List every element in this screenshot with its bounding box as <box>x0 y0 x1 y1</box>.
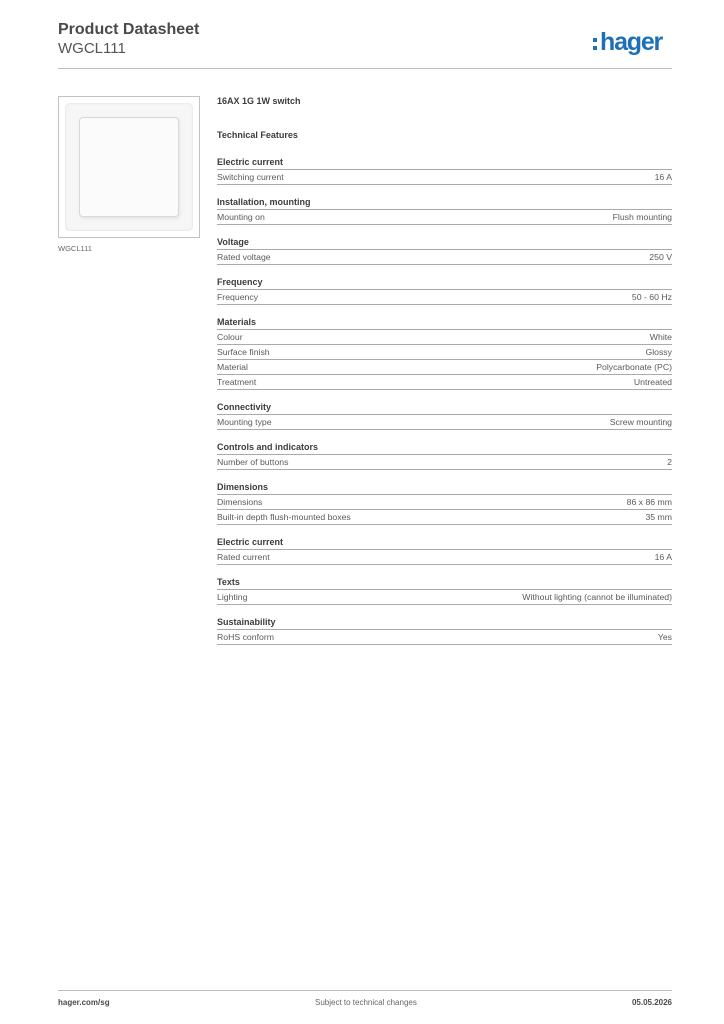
page-title: Product Datasheet <box>58 21 200 38</box>
spec-label: Number of buttons <box>217 457 289 467</box>
section-title: Frequency <box>217 275 672 290</box>
spec-row <box>217 170 672 185</box>
spec-label: Built-in depth flush-mounted boxes <box>217 512 351 522</box>
spec-section <box>217 480 672 525</box>
spec-label: Switching current <box>217 172 284 182</box>
product-image-caption: WGCL111 <box>58 244 92 253</box>
spec-label: Mounting on <box>217 212 265 222</box>
spec-sections <box>217 155 672 645</box>
spec-value: 16 A <box>654 172 672 182</box>
footer-date: 05.05.2026 <box>631 998 672 1007</box>
footer-website-link[interactable]: hager.com/sg <box>58 998 110 1007</box>
spec-section <box>217 575 672 605</box>
spec-value: Untreated <box>633 377 672 387</box>
spec-row <box>217 495 672 510</box>
spec-value: 86 x 86 mm <box>626 497 672 507</box>
spec-label: Colour <box>217 332 243 342</box>
spec-label: Surface finish <box>217 347 270 357</box>
spec-section <box>217 155 672 185</box>
spec-row <box>217 550 672 565</box>
section-title: Texts <box>217 575 672 590</box>
section-title: Voltage <box>217 235 672 250</box>
hager-logo[interactable] <box>593 29 662 55</box>
spec-row <box>217 290 672 305</box>
spec-value: 35 mm <box>645 512 672 522</box>
spec-section <box>217 615 672 645</box>
spec-value: 250 V <box>649 252 672 262</box>
spec-section <box>217 195 672 225</box>
spec-section <box>217 400 672 430</box>
spec-value: Without lighting (cannot be illuminated) <box>522 592 672 602</box>
spec-value: Glossy <box>645 347 672 357</box>
spec-row <box>217 250 672 265</box>
section-title: Sustainability <box>217 615 672 630</box>
spec-label: RoHS conform <box>217 632 274 642</box>
spec-section <box>217 535 672 565</box>
header-divider <box>58 68 672 69</box>
logo-text: hager <box>600 28 663 56</box>
footer-notice: Subject to technical changes <box>315 998 417 1007</box>
spec-label: Treatment <box>217 377 257 387</box>
spec-row <box>217 330 672 345</box>
product-image <box>58 96 200 238</box>
spec-row <box>217 375 672 390</box>
spec-row <box>217 455 672 470</box>
spec-value: Yes <box>657 632 672 642</box>
switch-rocker-image <box>79 117 179 217</box>
spec-label: Lighting <box>217 592 248 602</box>
spec-value: Polycarbonate (PC) <box>596 362 672 372</box>
spec-value: 50 - 60 Hz <box>631 292 672 302</box>
section-title: Dimensions <box>217 480 672 495</box>
spec-label: Mounting type <box>217 417 272 427</box>
spec-row <box>217 345 672 360</box>
spec-row <box>217 210 672 225</box>
footer-divider <box>58 990 672 991</box>
spec-row <box>217 510 672 525</box>
spec-row <box>217 630 672 645</box>
section-title: Electric current <box>217 155 672 170</box>
product-code: WGCL111 <box>58 40 126 57</box>
spec-section <box>217 440 672 470</box>
spec-section <box>217 315 672 390</box>
spec-row <box>217 415 672 430</box>
spec-label: Rated current <box>217 552 270 562</box>
spec-value: 16 A <box>654 552 672 562</box>
section-title: Installation, mounting <box>217 195 672 210</box>
spec-row <box>217 590 672 605</box>
technical-content <box>217 94 672 655</box>
spec-label: Material <box>217 362 248 372</box>
spec-value: Screw mounting <box>609 417 672 427</box>
spec-value: 2 <box>667 457 672 467</box>
section-title: Controls and indicators <box>217 440 672 455</box>
spec-value: White <box>649 332 672 342</box>
section-title: Connectivity <box>217 400 672 415</box>
spec-label: Rated voltage <box>217 252 271 262</box>
spec-section <box>217 235 672 265</box>
section-title: Materials <box>217 315 672 330</box>
product-name: 16AX 1G 1W switch <box>217 96 301 106</box>
spec-label: Frequency <box>217 292 259 302</box>
spec-section <box>217 275 672 305</box>
switch-plate-image <box>65 103 193 231</box>
technical-features-heading: Technical Features <box>217 130 298 140</box>
section-title: Electric current <box>217 535 672 550</box>
spec-row <box>217 360 672 375</box>
logo-dots-icon <box>593 29 598 55</box>
spec-label: Dimensions <box>217 497 263 507</box>
spec-value: Flush mounting <box>612 212 672 222</box>
